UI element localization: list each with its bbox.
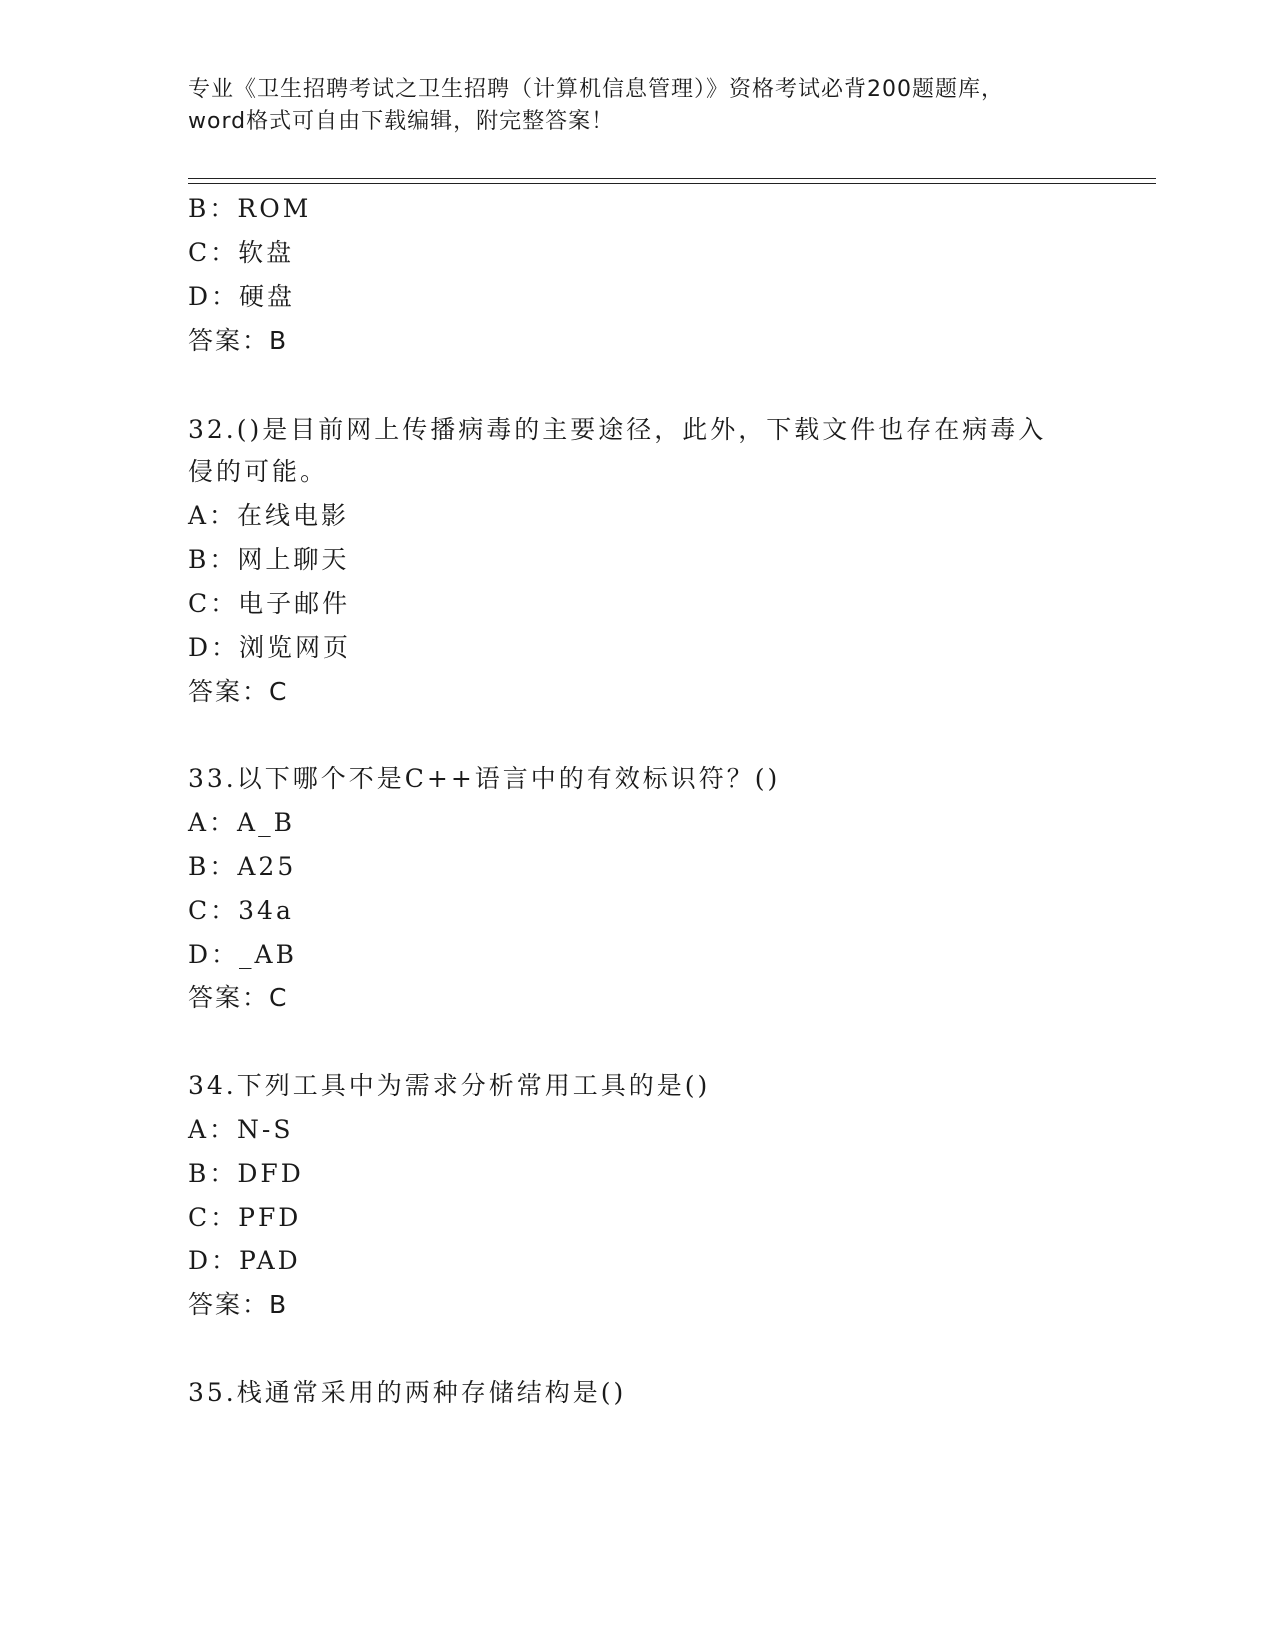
- option-a: A：A_B: [188, 808, 295, 837]
- header-divider-top: [188, 178, 1156, 179]
- question-stem: 33.以下哪个不是C++语言中的有效标识符？(): [188, 764, 781, 793]
- option-b: B：网上聊天: [188, 545, 350, 574]
- question-stem: 34.下列工具中为需求分析常用工具的是(): [188, 1071, 711, 1100]
- option-d: D：硬盘: [188, 282, 296, 311]
- answer: 答案：C: [188, 677, 289, 706]
- answer: 答案：B: [188, 326, 289, 355]
- header-line-1: 专业《卫生招聘考试之卫生招聘（计算机信息管理）》资格考试必背200题题库，: [188, 77, 1004, 102]
- answer: 答案：B: [188, 1290, 289, 1319]
- question-stem-continued: 侵的可能。: [188, 457, 329, 486]
- header-divider-bottom: [188, 183, 1156, 184]
- option-d: D：浏览网页: [188, 633, 352, 662]
- option-d: D：_AB: [188, 940, 297, 969]
- option-c: C：软盘: [188, 238, 295, 267]
- answer: 答案：C: [188, 983, 289, 1012]
- header-line-2: word格式可自由下载编辑，附完整答案！: [188, 109, 615, 134]
- option-c: C：34a: [188, 896, 294, 925]
- option-a: A：N-S: [188, 1115, 294, 1144]
- option-b: B：ROM: [188, 194, 312, 223]
- option-c: C：PFD: [188, 1203, 302, 1232]
- question-stem: 32.()是目前网上传播病毒的主要途径，此外，下载文件也存在病毒入: [188, 415, 1047, 444]
- question-stem: 35.栈通常采用的两种存储结构是(): [188, 1378, 627, 1407]
- document-header: [188, 74, 1088, 138]
- option-b: B：A25: [188, 852, 297, 881]
- option-a: A：在线电影: [188, 501, 350, 530]
- option-d: D：PAD: [188, 1246, 301, 1275]
- option-b: B：DFD: [188, 1159, 304, 1188]
- option-c: C：电子邮件: [188, 589, 351, 618]
